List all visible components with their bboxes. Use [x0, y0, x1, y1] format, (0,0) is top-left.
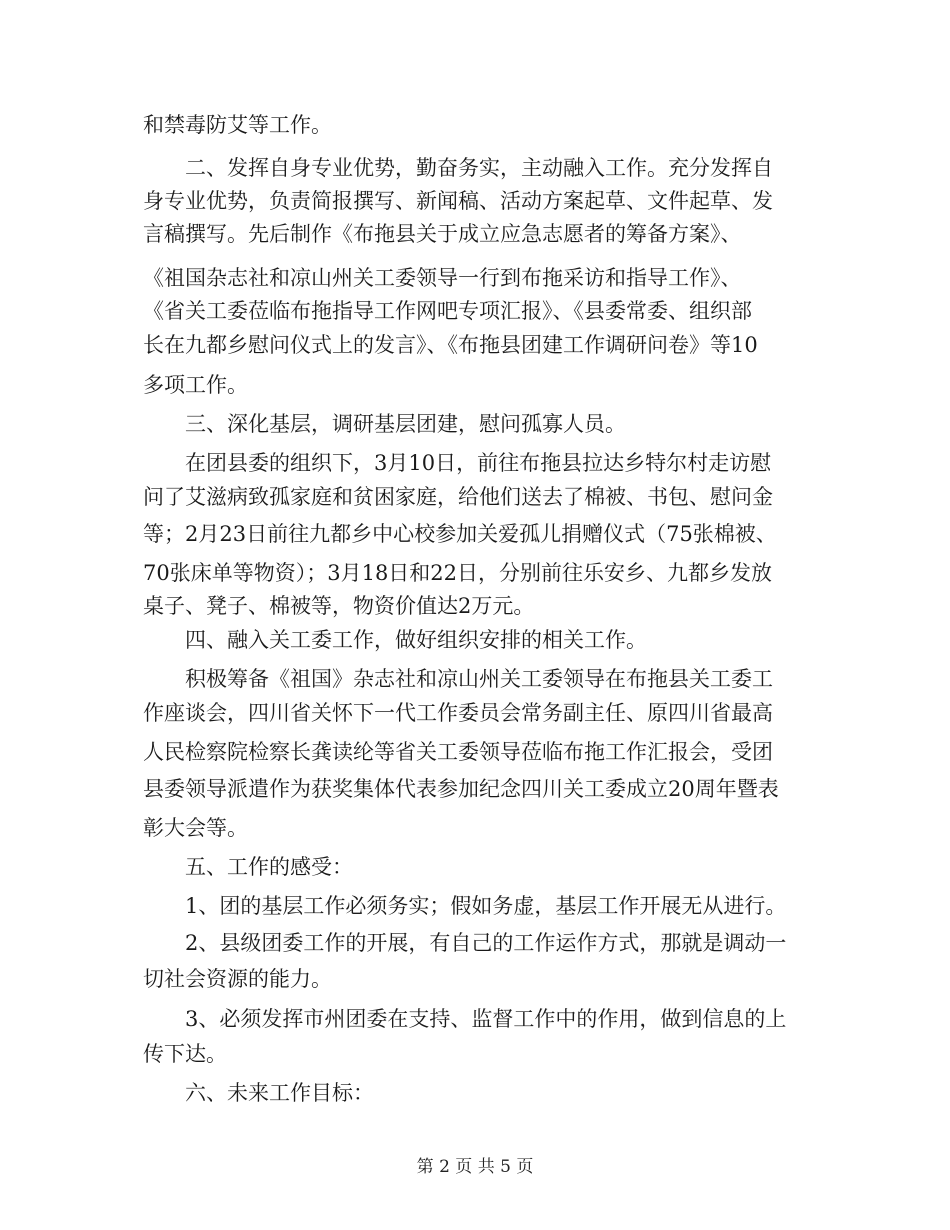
text-line: 和禁毒防艾等工作。	[143, 113, 332, 137]
text-line: 3、必须发挥市州团委在支持、监督工作中的作用，做到信息的上	[185, 1007, 787, 1031]
text-line: 桌子、凳子、棉被等，物资价值达2万元。	[143, 594, 535, 618]
text-line: 传下达。	[143, 1042, 227, 1066]
page-number-footer: 第 2 页 共 5 页	[416, 1157, 534, 1177]
text-line: 彰大会等。	[143, 816, 248, 840]
text-line: 2、县级团委工作的开展，有自己的工作运作方式，那就是调动一	[185, 931, 787, 955]
text-line: 《省关工委莅临布拖指导工作网吧专项汇报》、《县委常委、组织部	[143, 299, 752, 323]
text-line: 五、工作的感受：	[185, 855, 353, 879]
text-line: 切社会资源的能力。	[143, 967, 332, 991]
text-line: 在团县委的组织下，3月10日，前往布拖县拉达乡特尔村走访慰	[185, 451, 772, 475]
text-line: 县委领导派遣作为获奖集体代表参加纪念四川关工委成立20周年暨表	[143, 777, 779, 801]
text-line: 三、深化基层，调研基层团建，慰问孤寡人员。	[185, 412, 626, 436]
text-line: 二、发挥自身专业优势，勤奋务实，主动融入工作。充分发挥自	[185, 156, 773, 180]
text-line: 《祖国杂志社和凉山州关工委领导一行到布拖采访和指导工作》、	[143, 266, 742, 290]
text-line: 作座谈会，四川省关怀下一代工作委员会常务副主任、原四川省最高	[143, 701, 773, 725]
text-line: 1、团的基层工作必须务实；假如务虚，基层工作开展无从进行。	[185, 894, 787, 918]
text-line: 言稿撰写。先后制作《布拖县关于成立应急志愿者的筹备方案》、	[143, 222, 742, 246]
text-line: 人民检察院检察长龚读纶等省关工委领导莅临布拖工作汇报会，受团	[143, 740, 773, 764]
text-line: 积极筹备《祖国》杂志社和凉山州关工委领导在布拖县关工委工	[185, 667, 773, 691]
text-line: 身专业优势，负责简报撰写、新闻稿、活动方案起草、文件起草、发	[143, 189, 773, 213]
text-line: 四、融入关工委工作，做好组织安排的相关工作。	[185, 628, 647, 652]
text-line: 等；2月23日前往九都乡中心校参加关爱孤儿捐赠仪式（75张棉被、	[143, 522, 777, 546]
text-line: 问了艾滋病致孤家庭和贫困家庭，给他们送去了棉被、书包、慰问金	[143, 485, 773, 509]
text-line: 70张床单等物资）；3月18日和22日，分别前往乐安乡、九都乡发放	[143, 561, 773, 585]
text-line: 多项工作。	[143, 373, 248, 397]
text-line: 六、未来工作目标：	[185, 1081, 374, 1105]
text-line: 长在九都乡慰问仪式上的发言》、《布拖县团建工作调研问卷》等10	[143, 333, 758, 357]
